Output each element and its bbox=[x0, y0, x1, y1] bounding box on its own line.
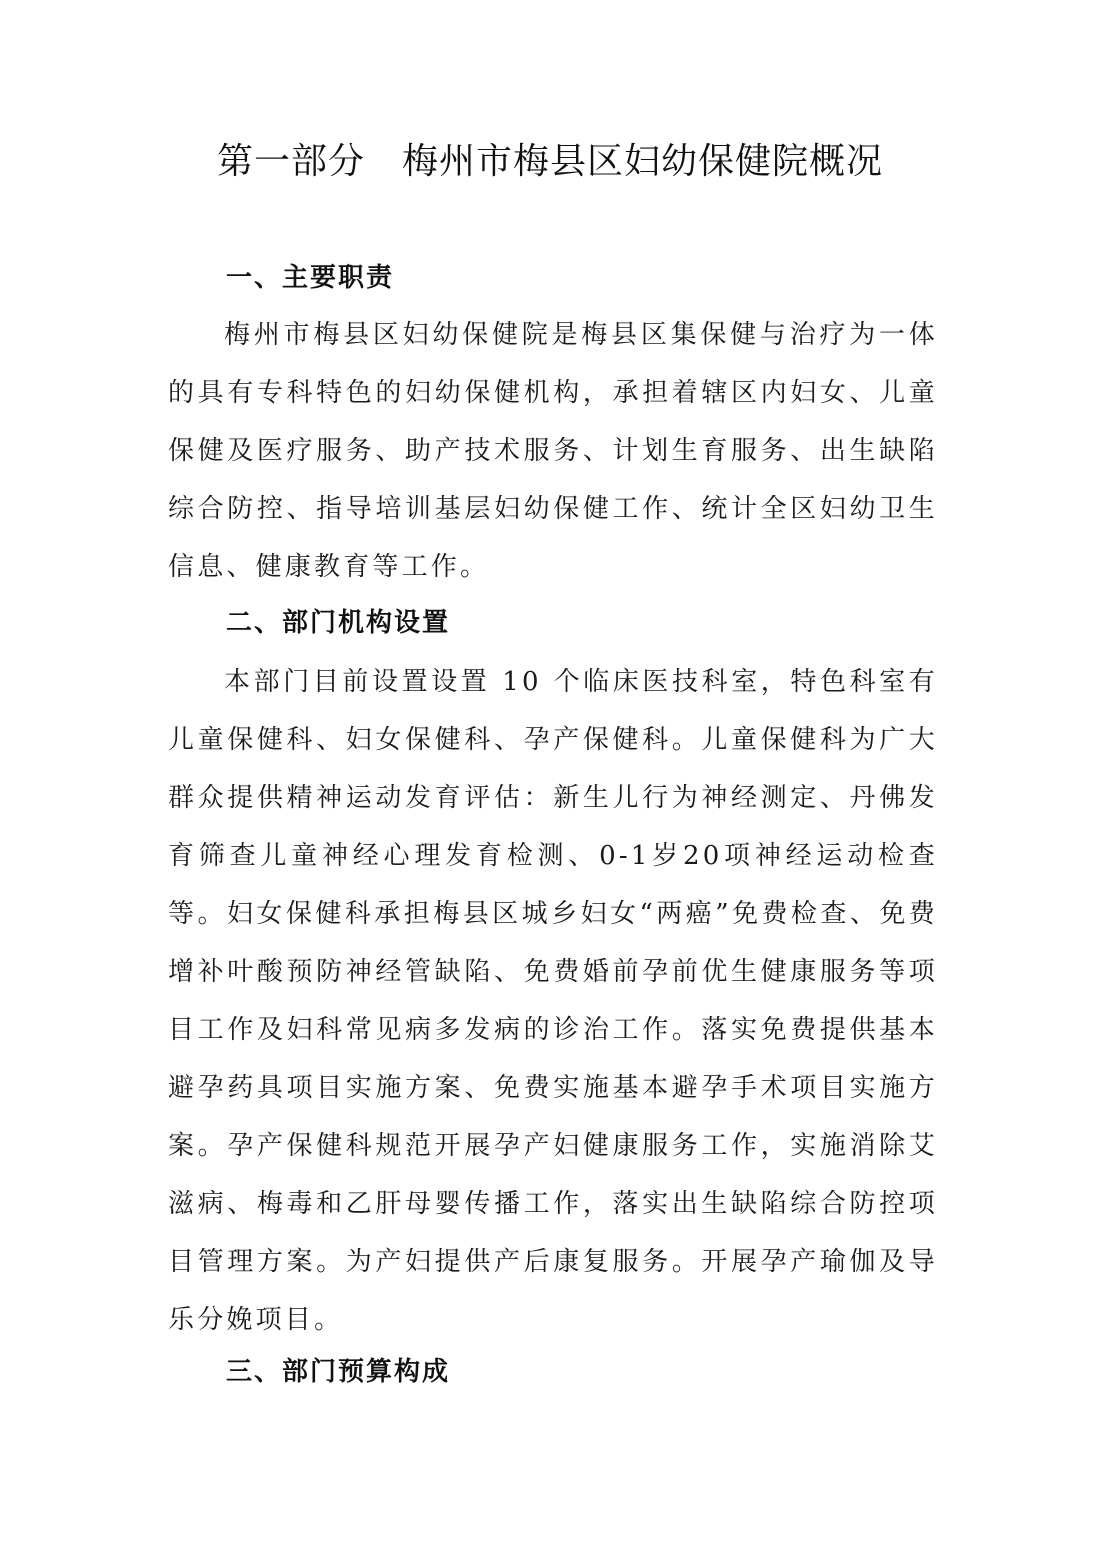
section-paragraph-main-duties: 梅州市梅县区妇幼保健院是梅县区集保健与治疗为一体的具有专科特色的妇幼保健机构，承担着辖区内妇女、儿童保健及医疗服务、助产技术服务、计划生育服务、出生缺陷综合防控、指导培训基层妇幼保健工作、统计全区妇幼卫生信息、健康教育等工作。 bbox=[168, 320, 938, 582]
section-heading-main-duties: 一、主要职责 bbox=[226, 263, 395, 293]
section-heading-budget-composition: 三、部门预算构成 bbox=[226, 1357, 451, 1387]
section-paragraph-department-structure: 本部门目前设置设置 10 个临床医技科室，特色科室有儿童保健科、妇女保健科、孕产保健科。儿童保健科为广大群众提供精神运动发育评估：新生儿行为神经测定、丹佛发育筛查儿童神经心理发育检测、0-1岁20项神经运动检查等。妇女保健科承担梅县区城乡妇女“两癌”免费检查、免费增补叶酸预防神经管缺陷、免费婚前孕前优生健康服务等项目工作及妇科常见病多发病的诊治工作。落实免费提供基本避孕药具项目实施方案、免费实施基本避孕手术项目实施方案。孕产保健科规范开展孕产妇健康服务工作，实施消除艾滋病、梅毒和乙肝母婴传播工作，落实出生缺陷综合防控项目管理方案。为产妇提供产后康复服务。开展孕产瑜伽及导乐分娩项目。 bbox=[168, 667, 938, 1335]
document-title: 第一部分 梅州市梅县区妇幼保健院概况 bbox=[216, 141, 883, 182]
section-heading-department-structure: 二、部门机构设置 bbox=[226, 608, 451, 638]
